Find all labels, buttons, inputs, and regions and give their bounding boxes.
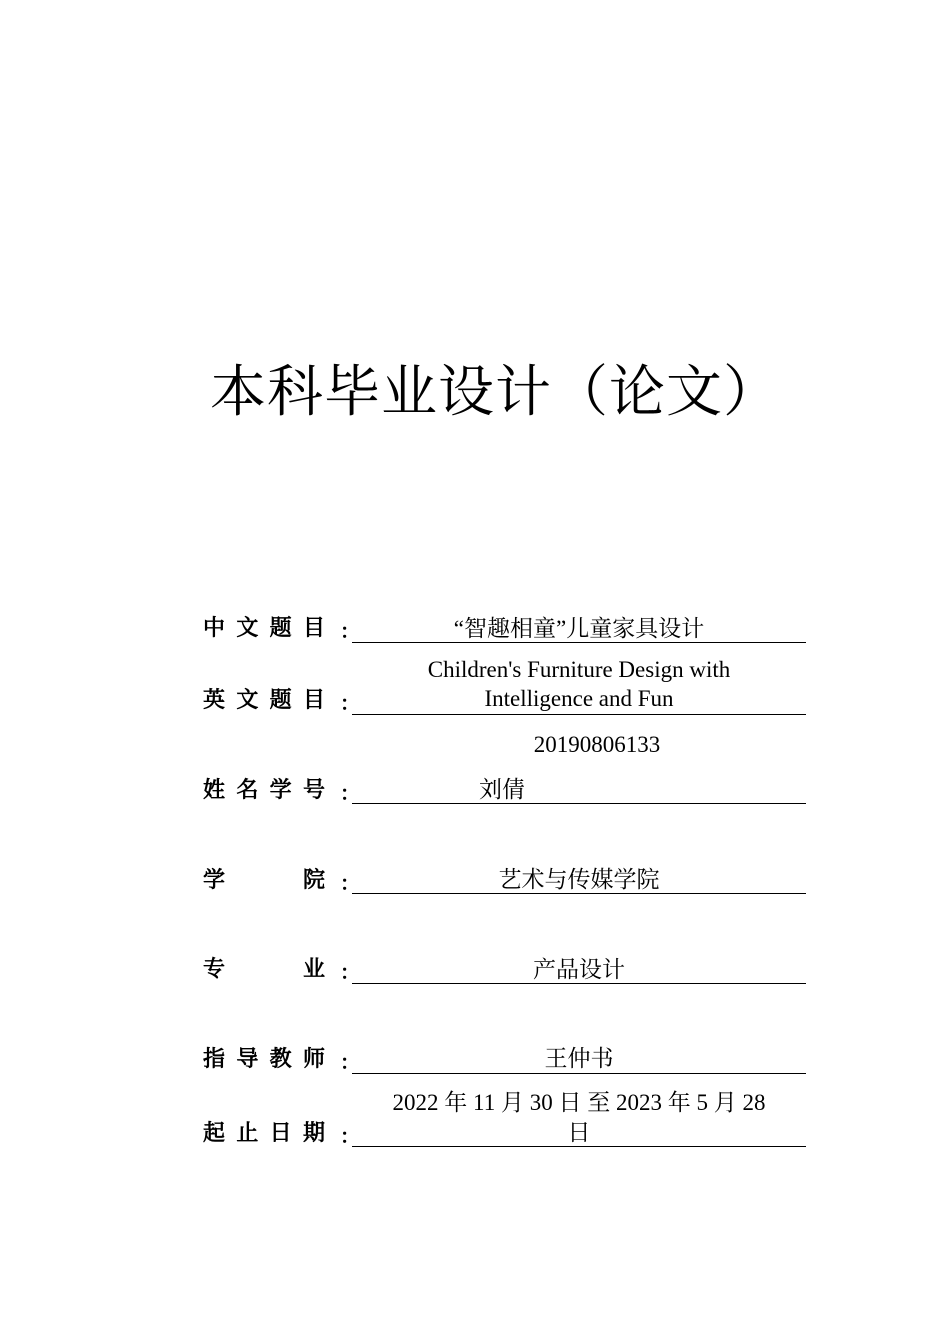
college-value: 艺术与传媒学院 [498,867,660,892]
label-char: 止 [236,1121,259,1146]
college-label [203,866,325,896]
major-label [203,955,325,985]
student-id-value: 20190806133 [533,732,661,757]
label-char: 日 [269,1121,292,1146]
label-char: 学 [269,778,292,803]
label-char: 文 [236,688,259,713]
advisor-label [203,1045,325,1075]
dates-colon: ： [340,1124,360,1148]
en-title-value-line1: Children's Furniture Design with [427,657,731,682]
name-id-colon: ： [340,781,360,805]
dates-label [203,1119,325,1149]
label-char: 名 [236,778,259,803]
cn-title-colon: ： [340,619,360,643]
label-char: 学 [203,868,226,893]
dates-underline [352,1146,806,1147]
college-colon: ： [340,871,360,895]
label-char: 导 [236,1047,259,1072]
advisor-underline [352,1073,806,1074]
label-char: 教 [269,1047,292,1072]
major-underline [352,983,806,984]
en-title-value-line2: Intelligence and Fun [484,686,674,711]
document-title: 本科毕业设计（论文） [210,360,780,425]
label-char: 业 [302,957,325,982]
label-char: 文 [236,616,259,641]
en-title-label [203,686,325,716]
label-char: 起 [203,1121,226,1146]
name-id-label [203,776,325,806]
advisor-colon: ： [340,1050,360,1074]
dates-value-line1: 2022 年 11 月 30 日 至 2023 年 5 月 28 [392,1090,766,1115]
label-char: 院 [302,868,325,893]
label-char: 号 [302,778,325,803]
label-char: 期 [302,1121,325,1146]
label-char: 题 [269,688,292,713]
advisor-value: 王仲书 [544,1046,614,1071]
label-char: 专 [203,957,226,982]
major-value: 产品设计 [533,957,625,982]
en-title-colon: ： [340,691,360,715]
label-char: 题 [269,616,292,641]
label-char: 指 [203,1047,226,1072]
cn-title-label [203,614,325,644]
label-char: 姓 [203,778,226,803]
college-underline [352,893,806,894]
label-char: 目 [302,688,325,713]
cn-title-underline [352,642,806,643]
en-title-underline [352,714,806,715]
cn-title-value: “智趣相童”儿童家具设计 [453,616,705,641]
dates-value-line2: 日 [567,1120,591,1145]
name-id-underline [352,803,806,804]
student-name-value: 刘倩 [479,777,525,802]
label-char: 师 [302,1047,325,1072]
label-char: 英 [203,688,226,713]
label-char: 目 [302,616,325,641]
label-char: 中 [203,616,226,641]
major-colon: ： [340,960,360,984]
